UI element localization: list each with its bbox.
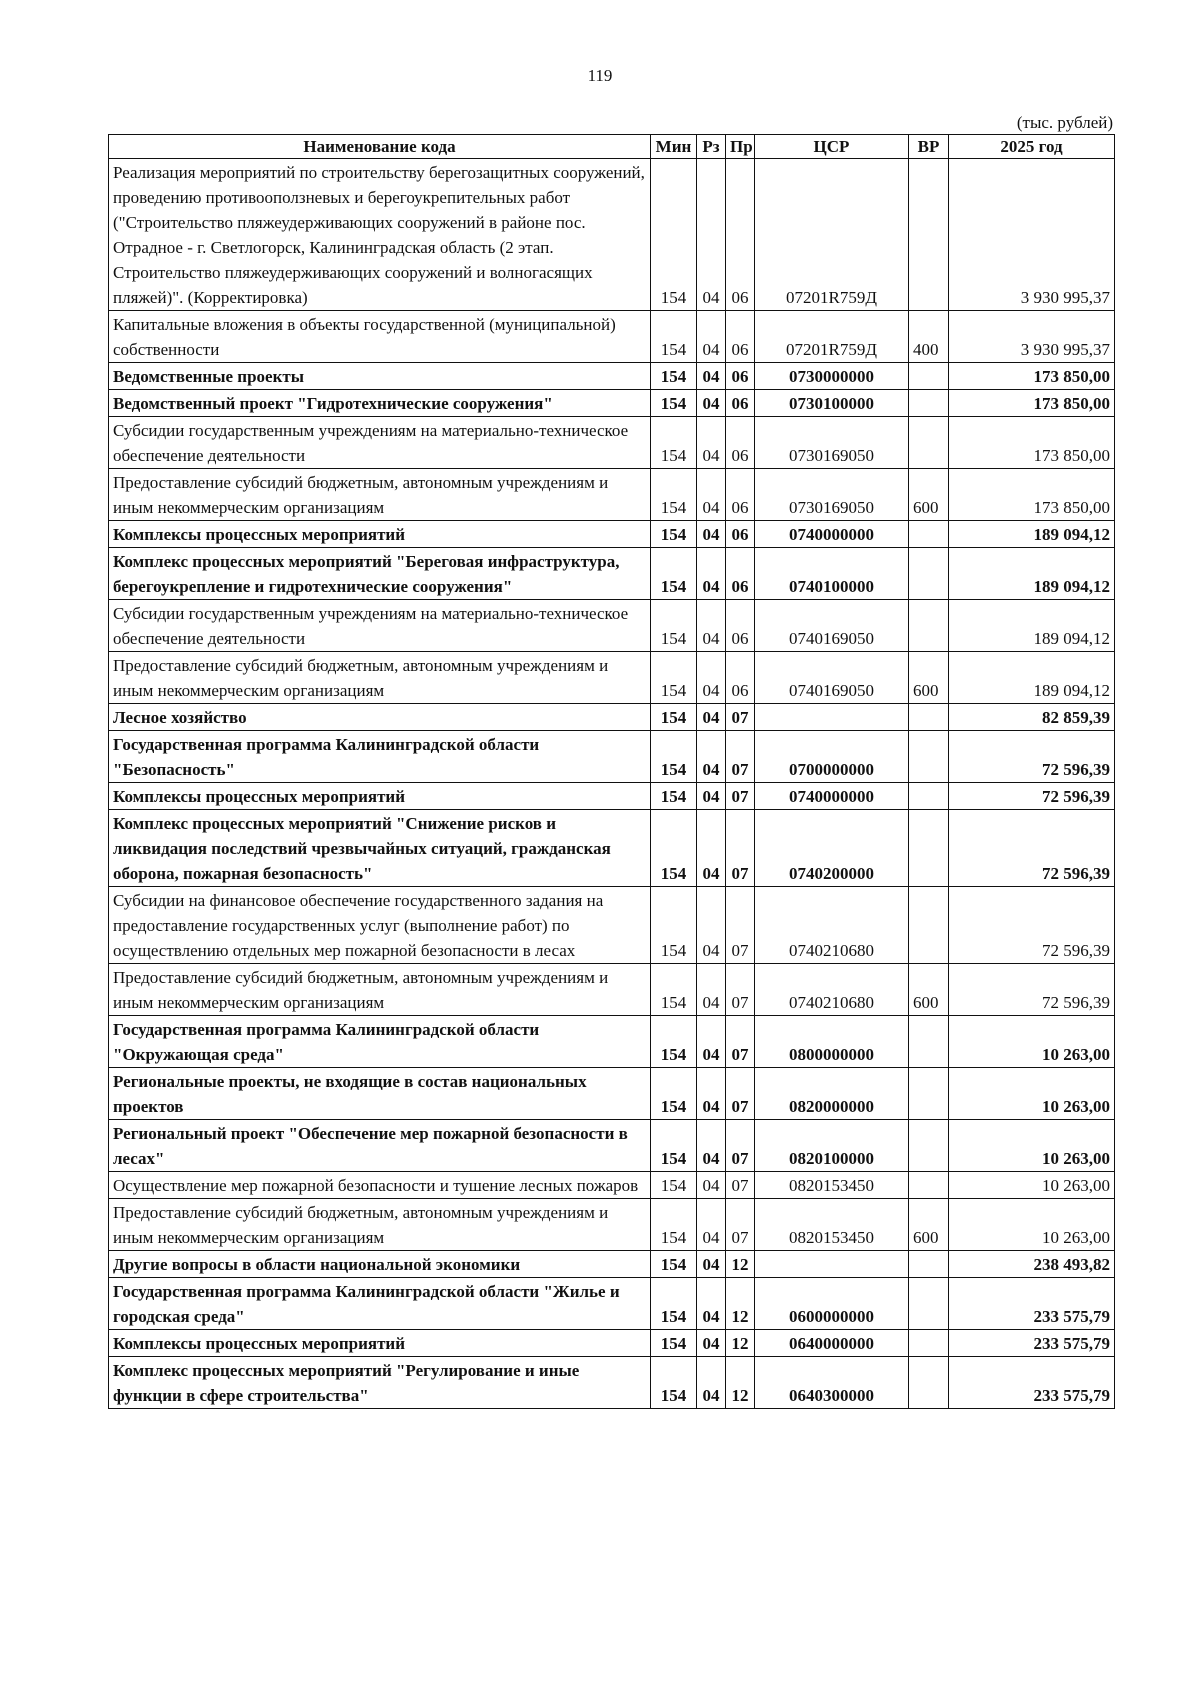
pr-cell: 07 xyxy=(726,731,755,783)
pr-cell: 06 xyxy=(726,159,755,311)
table-row xyxy=(109,1251,1115,1278)
header-rz: Рз xyxy=(697,135,726,159)
pr-cell: 12 xyxy=(726,1357,755,1409)
header-row xyxy=(109,135,1115,159)
name-cell: Реализация мероприятий по строительству берегозащитных сооружений, проведению противооползневых и берегоукрепительных работ ("Строительство пляжеудерживающих сооружений в районе пос. Отрадное - г. Светлогорск, Калининградская область (2 этап. Строительство пляжеудерживающих сооружений и волногасящих пляжей)". (Корректировка) xyxy=(109,159,651,311)
vr-cell xyxy=(909,548,949,600)
min-cell: 154 xyxy=(651,652,697,704)
name-cell: Предоставление субсидий бюджетным, автономным учреждениям и иным некоммерческим организациям xyxy=(109,652,651,704)
csr-cell: 0740210680 xyxy=(755,887,909,964)
rz-cell: 04 xyxy=(697,1016,726,1068)
amount-cell: 10 263,00 xyxy=(949,1199,1115,1251)
min-cell: 154 xyxy=(651,1251,697,1278)
vr-cell xyxy=(909,1330,949,1357)
rz-cell: 04 xyxy=(697,600,726,652)
amount-cell: 10 263,00 xyxy=(949,1172,1115,1199)
csr-cell: 0730000000 xyxy=(755,363,909,390)
vr-cell xyxy=(909,1172,949,1199)
pr-cell: 06 xyxy=(726,600,755,652)
min-cell: 154 xyxy=(651,521,697,548)
min-cell: 154 xyxy=(651,417,697,469)
table-row xyxy=(109,964,1115,1016)
amount-cell: 10 263,00 xyxy=(949,1068,1115,1120)
rz-cell: 04 xyxy=(697,469,726,521)
csr-cell: 0820153450 xyxy=(755,1172,909,1199)
rz-cell: 04 xyxy=(697,521,726,548)
pr-cell: 07 xyxy=(726,1120,755,1172)
name-cell: Комплексы процессных мероприятий xyxy=(109,783,651,810)
min-cell: 154 xyxy=(651,390,697,417)
csr-cell: 0740200000 xyxy=(755,810,909,887)
table-row xyxy=(109,600,1115,652)
name-cell: Комплексы процессных мероприятий xyxy=(109,1330,651,1357)
min-cell: 154 xyxy=(651,964,697,1016)
amount-cell: 3 930 995,37 xyxy=(949,159,1115,311)
vr-cell: 600 xyxy=(909,469,949,521)
rz-cell: 04 xyxy=(697,652,726,704)
header-vr: ВР xyxy=(909,135,949,159)
table-row xyxy=(109,1172,1115,1199)
pr-cell: 06 xyxy=(726,652,755,704)
table-row xyxy=(109,363,1115,390)
csr-cell: 0820100000 xyxy=(755,1120,909,1172)
amount-cell: 10 263,00 xyxy=(949,1120,1115,1172)
min-cell: 154 xyxy=(651,731,697,783)
rz-cell: 04 xyxy=(697,311,726,363)
name-cell: Предоставление субсидий бюджетным, автономным учреждениям и иным некоммерческим организациям xyxy=(109,964,651,1016)
amount-cell: 173 850,00 xyxy=(949,469,1115,521)
header-amount: 2025 год xyxy=(949,135,1115,159)
amount-cell: 3 930 995,37 xyxy=(949,311,1115,363)
rz-cell: 04 xyxy=(697,1357,726,1409)
table-row xyxy=(109,887,1115,964)
pr-cell: 07 xyxy=(726,887,755,964)
vr-cell: 600 xyxy=(909,1199,949,1251)
header-min: Мин xyxy=(651,135,697,159)
min-cell: 154 xyxy=(651,1357,697,1409)
pr-cell: 06 xyxy=(726,417,755,469)
csr-cell xyxy=(755,1251,909,1278)
table-row xyxy=(109,1120,1115,1172)
rz-cell: 04 xyxy=(697,1330,726,1357)
name-cell: Комплекс процессных мероприятий "Снижение рисков и ликвидация последствий чрезвычайных ситуаций, гражданская оборона, пожарная безопасность" xyxy=(109,810,651,887)
header-name: Наименование кода xyxy=(109,135,651,159)
rz-cell: 04 xyxy=(697,1068,726,1120)
rz-cell: 04 xyxy=(697,1120,726,1172)
pr-cell: 07 xyxy=(726,1199,755,1251)
vr-cell xyxy=(909,1251,949,1278)
pr-cell: 07 xyxy=(726,1172,755,1199)
min-cell: 154 xyxy=(651,1016,697,1068)
name-cell: Государственная программа Калининградской области "Окружающая среда" xyxy=(109,1016,651,1068)
csr-cell: 0730169050 xyxy=(755,469,909,521)
min-cell: 154 xyxy=(651,1330,697,1357)
amount-cell: 72 596,39 xyxy=(949,964,1115,1016)
rz-cell: 04 xyxy=(697,548,726,600)
table-row xyxy=(109,704,1115,731)
amount-cell: 173 850,00 xyxy=(949,390,1115,417)
min-cell: 154 xyxy=(651,704,697,731)
amount-cell: 189 094,12 xyxy=(949,652,1115,704)
pr-cell: 07 xyxy=(726,810,755,887)
min-cell: 154 xyxy=(651,363,697,390)
table-row xyxy=(109,548,1115,600)
pr-cell: 06 xyxy=(726,469,755,521)
csr-cell: 0730169050 xyxy=(755,417,909,469)
amount-cell: 82 859,39 xyxy=(949,704,1115,731)
pr-cell: 12 xyxy=(726,1330,755,1357)
amount-cell: 189 094,12 xyxy=(949,548,1115,600)
csr-cell: 0640300000 xyxy=(755,1357,909,1409)
units-note: (тыс. рублей) xyxy=(1016,113,1113,132)
csr-cell: 0640000000 xyxy=(755,1330,909,1357)
name-cell: Ведомственные проекты xyxy=(109,363,651,390)
amount-cell: 233 575,79 xyxy=(949,1357,1115,1409)
vr-cell xyxy=(909,363,949,390)
csr-cell: 0820000000 xyxy=(755,1068,909,1120)
min-cell: 154 xyxy=(651,1199,697,1251)
name-cell: Осуществление мер пожарной безопасности и тушение лесных пожаров xyxy=(109,1172,651,1199)
amount-cell: 72 596,39 xyxy=(949,887,1115,964)
table-row xyxy=(109,1199,1115,1251)
name-cell: Комплекс процессных мероприятий "Береговая инфраструктура, берегоукрепление и гидротехнические сооружения" xyxy=(109,548,651,600)
pr-cell: 06 xyxy=(726,311,755,363)
name-cell: Субсидии на финансовое обеспечение государственного задания на предоставление государственных услуг (выполнение работ) по осуществлению отдельных мер пожарной безопасности в лесах xyxy=(109,887,651,964)
csr-cell: 0740210680 xyxy=(755,964,909,1016)
amount-cell: 189 094,12 xyxy=(949,521,1115,548)
min-cell: 154 xyxy=(651,1278,697,1330)
name-cell: Ведомственный проект "Гидротехнические сооружения" xyxy=(109,390,651,417)
vr-cell xyxy=(909,887,949,964)
amount-cell: 238 493,82 xyxy=(949,1251,1115,1278)
table-row xyxy=(109,1068,1115,1120)
rz-cell: 04 xyxy=(697,390,726,417)
vr-cell: 400 xyxy=(909,311,949,363)
vr-cell xyxy=(909,521,949,548)
rz-cell: 04 xyxy=(697,704,726,731)
vr-cell xyxy=(909,417,949,469)
csr-cell: 0740169050 xyxy=(755,652,909,704)
table-row xyxy=(109,1330,1115,1357)
rz-cell: 04 xyxy=(697,810,726,887)
name-cell: Региональный проект "Обеспечение мер пожарной безопасности в лесах" xyxy=(109,1120,651,1172)
amount-cell: 10 263,00 xyxy=(949,1016,1115,1068)
name-cell: Региональные проекты, не входящие в состав национальных проектов xyxy=(109,1068,651,1120)
csr-cell xyxy=(755,704,909,731)
min-cell: 154 xyxy=(651,311,697,363)
rz-cell: 04 xyxy=(697,159,726,311)
vr-cell xyxy=(909,731,949,783)
amount-cell: 72 596,39 xyxy=(949,783,1115,810)
min-cell: 154 xyxy=(651,810,697,887)
header-csr: ЦСР xyxy=(755,135,909,159)
name-cell: Государственная программа Калининградской области "Безопасность" xyxy=(109,731,651,783)
csr-cell: 0600000000 xyxy=(755,1278,909,1330)
csr-cell: 07201R759Д xyxy=(755,159,909,311)
amount-cell: 173 850,00 xyxy=(949,417,1115,469)
rz-cell: 04 xyxy=(697,1278,726,1330)
name-cell: Лесное хозяйство xyxy=(109,704,651,731)
rz-cell: 04 xyxy=(697,731,726,783)
pr-cell: 07 xyxy=(726,704,755,731)
page-number: 119 xyxy=(587,66,613,85)
rz-cell: 04 xyxy=(697,783,726,810)
table-row xyxy=(109,810,1115,887)
pr-cell: 07 xyxy=(726,1016,755,1068)
table-row xyxy=(109,783,1115,810)
vr-cell xyxy=(909,600,949,652)
min-cell: 154 xyxy=(651,1172,697,1199)
pr-cell: 07 xyxy=(726,783,755,810)
vr-cell xyxy=(909,159,949,311)
name-cell: Предоставление субсидий бюджетным, автономным учреждениям и иным некоммерческим организациям xyxy=(109,1199,651,1251)
min-cell: 154 xyxy=(651,887,697,964)
name-cell: Субсидии государственным учреждениям на материально-техническое обеспечение деятельности xyxy=(109,417,651,469)
vr-cell: 600 xyxy=(909,964,949,1016)
pr-cell: 12 xyxy=(726,1278,755,1330)
pr-cell: 12 xyxy=(726,1251,755,1278)
min-cell: 154 xyxy=(651,469,697,521)
budget-table xyxy=(108,134,1115,1409)
vr-cell xyxy=(909,704,949,731)
vr-cell xyxy=(909,783,949,810)
csr-cell: 0740169050 xyxy=(755,600,909,652)
min-cell: 154 xyxy=(651,159,697,311)
table-row xyxy=(109,1357,1115,1409)
amount-cell: 233 575,79 xyxy=(949,1330,1115,1357)
amount-cell: 72 596,39 xyxy=(949,810,1115,887)
table-row xyxy=(109,390,1115,417)
min-cell: 154 xyxy=(651,783,697,810)
csr-cell: 0740000000 xyxy=(755,783,909,810)
min-cell: 154 xyxy=(651,548,697,600)
csr-cell: 0700000000 xyxy=(755,731,909,783)
csr-cell: 07201R759Д xyxy=(755,311,909,363)
name-cell: Комплекс процессных мероприятий "Регулирование и иные функции в сфере строительства" xyxy=(109,1357,651,1409)
pr-cell: 06 xyxy=(726,390,755,417)
vr-cell xyxy=(909,1357,949,1409)
header-pr: Пр xyxy=(726,135,755,159)
csr-cell: 0820153450 xyxy=(755,1199,909,1251)
rz-cell: 04 xyxy=(697,1199,726,1251)
name-cell: Другие вопросы в области национальной экономики xyxy=(109,1251,651,1278)
pr-cell: 07 xyxy=(726,1068,755,1120)
table-body xyxy=(109,159,1115,1409)
csr-cell: 0800000000 xyxy=(755,1016,909,1068)
rz-cell: 04 xyxy=(697,1251,726,1278)
table-row xyxy=(109,652,1115,704)
table-row xyxy=(109,311,1115,363)
rz-cell: 04 xyxy=(697,1172,726,1199)
table-row xyxy=(109,1016,1115,1068)
amount-cell: 189 094,12 xyxy=(949,600,1115,652)
name-cell: Государственная программа Калининградской области "Жилье и городская среда" xyxy=(109,1278,651,1330)
min-cell: 154 xyxy=(651,1120,697,1172)
vr-cell xyxy=(909,1068,949,1120)
min-cell: 154 xyxy=(651,1068,697,1120)
name-cell: Комплексы процессных мероприятий xyxy=(109,521,651,548)
rz-cell: 04 xyxy=(697,417,726,469)
rz-cell: 04 xyxy=(697,363,726,390)
rz-cell: 04 xyxy=(697,964,726,1016)
csr-cell: 0730100000 xyxy=(755,390,909,417)
vr-cell xyxy=(909,1120,949,1172)
amount-cell: 173 850,00 xyxy=(949,363,1115,390)
rz-cell: 04 xyxy=(697,887,726,964)
csr-cell: 0740100000 xyxy=(755,548,909,600)
table-row xyxy=(109,469,1115,521)
table-row xyxy=(109,731,1115,783)
table-row xyxy=(109,1278,1115,1330)
pr-cell: 07 xyxy=(726,964,755,1016)
pr-cell: 06 xyxy=(726,363,755,390)
vr-cell: 600 xyxy=(909,652,949,704)
table-row xyxy=(109,521,1115,548)
vr-cell xyxy=(909,1016,949,1068)
table-row xyxy=(109,159,1115,311)
vr-cell xyxy=(909,1278,949,1330)
min-cell: 154 xyxy=(651,600,697,652)
pr-cell: 06 xyxy=(726,521,755,548)
amount-cell: 72 596,39 xyxy=(949,731,1115,783)
pr-cell: 06 xyxy=(726,548,755,600)
table-row xyxy=(109,417,1115,469)
name-cell: Капитальные вложения в объекты государственной (муниципальной) собственности xyxy=(109,311,651,363)
amount-cell: 233 575,79 xyxy=(949,1278,1115,1330)
vr-cell xyxy=(909,810,949,887)
name-cell: Предоставление субсидий бюджетным, автономным учреждениям и иным некоммерческим организациям xyxy=(109,469,651,521)
csr-cell: 0740000000 xyxy=(755,521,909,548)
name-cell: Субсидии государственным учреждениям на материально-техническое обеспечение деятельности xyxy=(109,600,651,652)
vr-cell xyxy=(909,390,949,417)
